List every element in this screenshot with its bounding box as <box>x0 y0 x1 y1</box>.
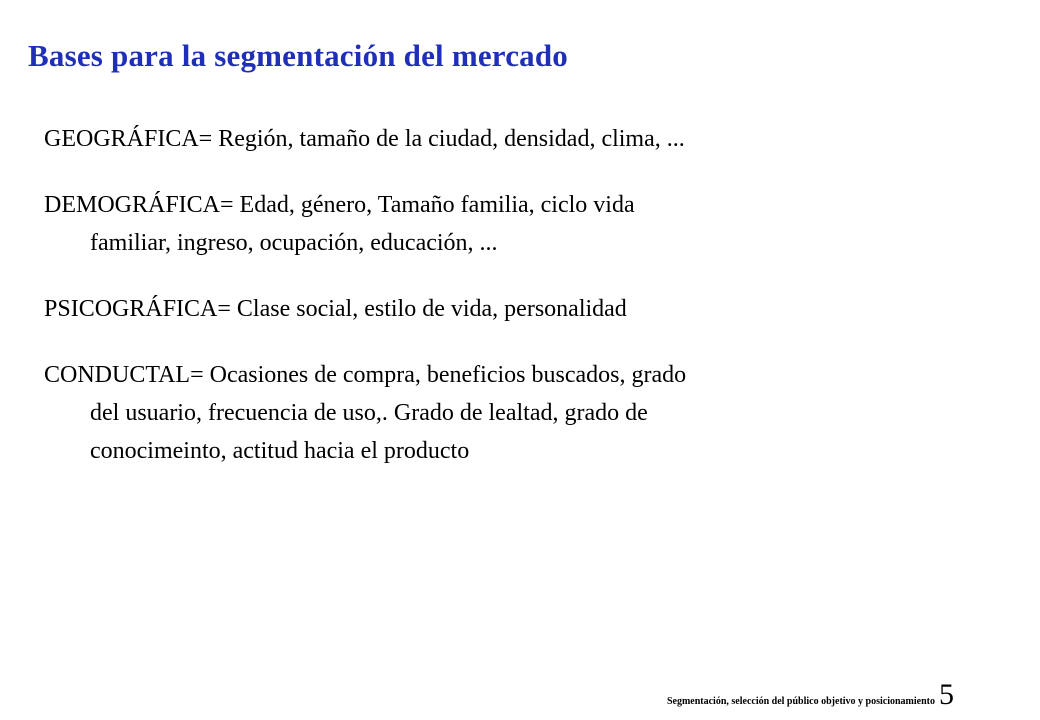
segment-line: CONDUCTAL= Ocasiones de compra, beneficios buscados, grado <box>44 362 687 388</box>
footer-caption: Segmentación, selección del público objetivo y posicionamiento <box>666 696 935 707</box>
segment-line: GEOGRÁFICA= Región, tamaño de la ciudad, densidad, clima, ... <box>44 126 685 152</box>
segment-conductual <box>44 356 944 470</box>
segment-line-continuation: familiar, ingreso, ocupación, educación, ... <box>90 230 498 256</box>
slide-title: Bases para la segmentación del mercado <box>28 38 569 73</box>
segment-line: PSICOGRÁFICA= Clase social, estilo de vida, personalidad <box>44 296 627 322</box>
segmentation-list <box>44 120 944 498</box>
segment-demografica <box>44 186 944 262</box>
page-number: 5 <box>939 678 954 711</box>
segment-line-continuation: del usuario, frecuencia de uso,. Grado de lealtad, grado de <box>90 400 648 426</box>
slide-footer <box>667 680 954 710</box>
segment-line: DEMOGRÁFICA= Edad, género, Tamaño familia, ciclo vida <box>44 192 635 218</box>
segment-line-continuation: conocimeinto, actitud hacia el producto <box>90 438 470 464</box>
segment-psicografica <box>44 290 944 328</box>
segment-geografica <box>44 120 944 158</box>
